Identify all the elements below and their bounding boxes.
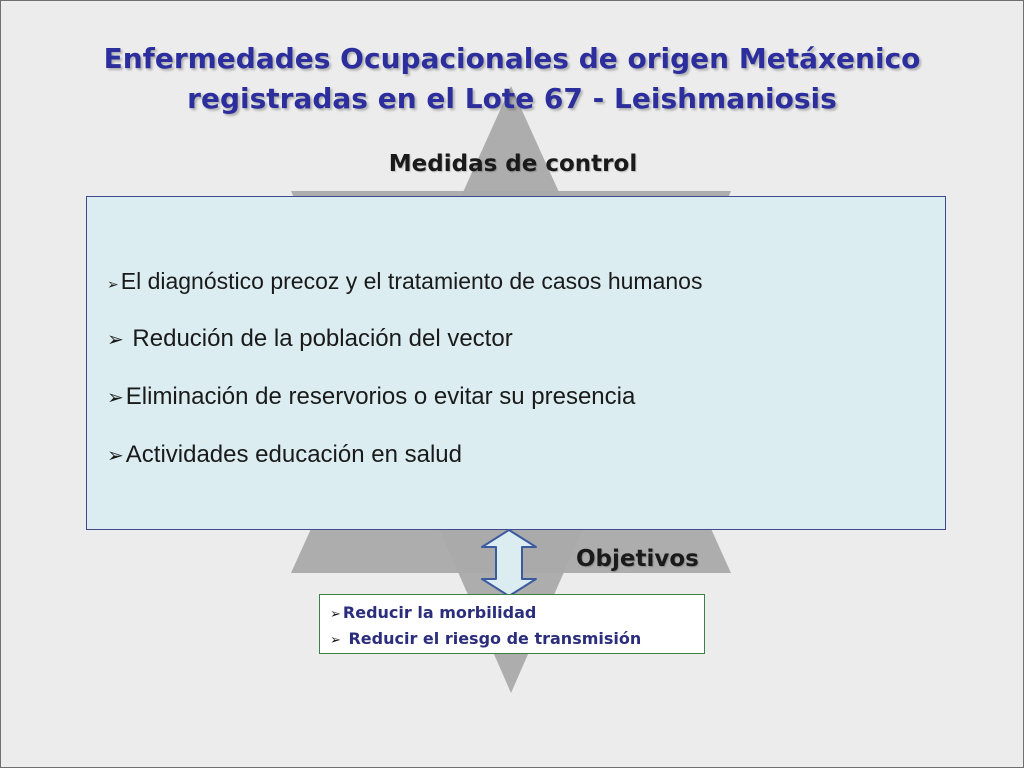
list-item-label: Redución de la población del vector <box>125 325 513 352</box>
objectives-box <box>319 594 705 654</box>
objectives-list <box>330 601 641 653</box>
list-item-label: El diagnóstico precoz y el tratamiento de casos humanos <box>120 268 703 294</box>
objectives-heading: Objetivos <box>576 546 699 572</box>
arrowhead-bullet-icon: ➢ <box>107 387 124 409</box>
control-measures-box <box>86 196 946 530</box>
list-item-label: Eliminación de reservorios o evitar su presencia <box>125 383 636 410</box>
slide-title <box>41 39 983 119</box>
arrowhead-bullet-icon: ➢ <box>330 633 341 648</box>
arrowhead-bullet-icon: ➢ <box>330 607 341 622</box>
title-line-1: Enfermedades Ocupacionales de origen Metáxenico <box>103 42 921 75</box>
arrowhead-bullet-icon: ➢ <box>107 329 124 351</box>
arrowhead-bullet-icon: ➢ <box>107 445 124 467</box>
list-item <box>107 319 702 377</box>
list-item <box>330 627 641 653</box>
double-arrow-icon <box>479 529 539 597</box>
section-heading: Medidas de control <box>388 151 638 177</box>
list-item-label: Reducir el riesgo de transmisión <box>342 629 642 648</box>
list-item-label: Actividades educación en salud <box>125 441 462 468</box>
list-item <box>107 435 702 493</box>
list-item <box>107 261 702 319</box>
arrowhead-bullet-icon: ➢ <box>107 276 119 292</box>
list-item <box>330 601 641 627</box>
list-item <box>107 377 702 435</box>
control-measures-list <box>107 261 702 493</box>
title-line-2: registradas en el Lote 67 - Leishmaniosis <box>187 82 837 115</box>
list-item-label: Reducir la morbilidad <box>342 603 537 622</box>
